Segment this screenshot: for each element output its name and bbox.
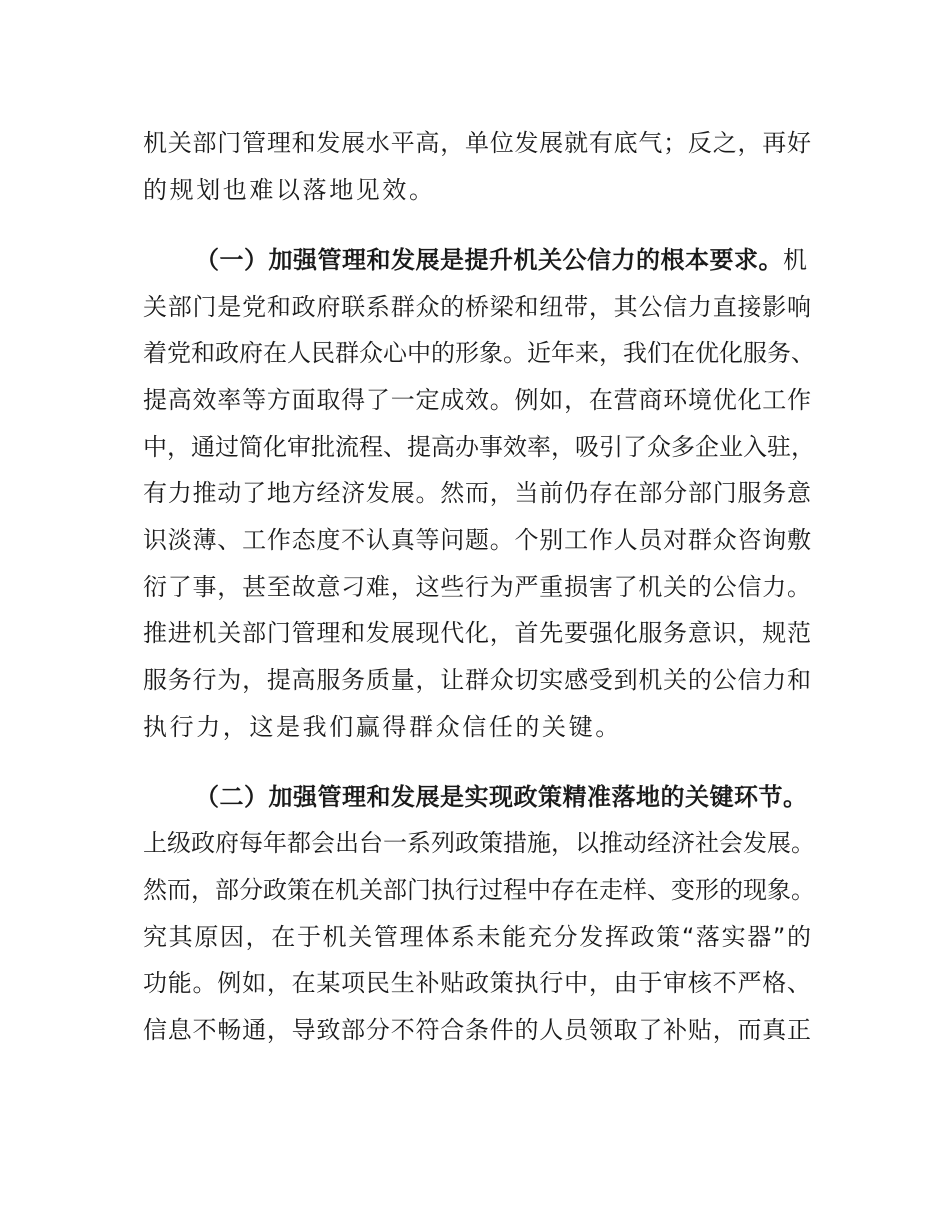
section-2-heading-line <box>143 779 811 815</box>
section-2-line-5: 信息不畅通，导致部分不符合条件的人员领取了补贴，而真正 <box>143 1016 811 1044</box>
section-1-line-8: 推进机关部门管理和发展现代化，首先要强化服务意识，规范 <box>143 619 811 647</box>
section-1-heading: （一）加强管理和发展是提升机关公信力的根本要求。 <box>195 246 783 274</box>
intro-line-1: 机关部门管理和发展水平高，单位发展就有底气；反之，再好 <box>143 129 811 157</box>
section-2-line-1: 上级政府每年都会出台一系列政策措施，以推动经济社会发展。 <box>143 829 815 857</box>
section-2-line-2: 然而，部分政策在机关部门执行过程中存在走样、变形的现象。 <box>143 876 815 904</box>
intro-line-2: 的规划也难以落地见效。 <box>143 176 436 204</box>
section-1-line-3: 提高效率等方面取得了一定成效。例如，在营商环境优化工作 <box>143 386 811 414</box>
section-1-line-6: 识淡薄、工作态度不认真等问题。个别工作人员对群众咨询敷 <box>143 526 811 554</box>
section-2-line-4: 功能。例如，在某项民生补贴政策执行中，由于审核不严格、 <box>143 969 811 997</box>
section-1-line-1: 关部门是党和政府联系群众的桥梁和纽带，其公信力直接影响 <box>143 293 811 321</box>
section-1-line-7: 衍了事，甚至故意刁难，这些行为严重损害了机关的公信力。 <box>143 573 811 601</box>
section-1-line-2: 着党和政府在人民群众心中的形象。近年来，我们在优化服务、 <box>143 339 815 367</box>
section-2-line-3: 究其原因，在于机关管理体系未能充分发挥政策“落实器”的 <box>143 923 811 951</box>
section-1-heading-line <box>143 242 811 278</box>
section-1-line-10: 执行力，这是我们赢得群众信任的关键。 <box>143 713 622 741</box>
section-1-line-9: 服务行为，提高服务质量，让群众切实感受到机关的公信力和 <box>143 666 811 694</box>
section-1-line-4: 中，通过简化审批流程、提高办事效率，吸引了众多企业入驻， <box>143 433 815 461</box>
section-1-line-5: 有力推动了地方经济发展。然而，当前仍存在部分部门服务意 <box>143 479 811 507</box>
section-1-heading-tail: 机 <box>783 246 810 274</box>
section-2-heading: （二）加强管理和发展是实现政策精准落地的关键环节。 <box>195 783 808 811</box>
